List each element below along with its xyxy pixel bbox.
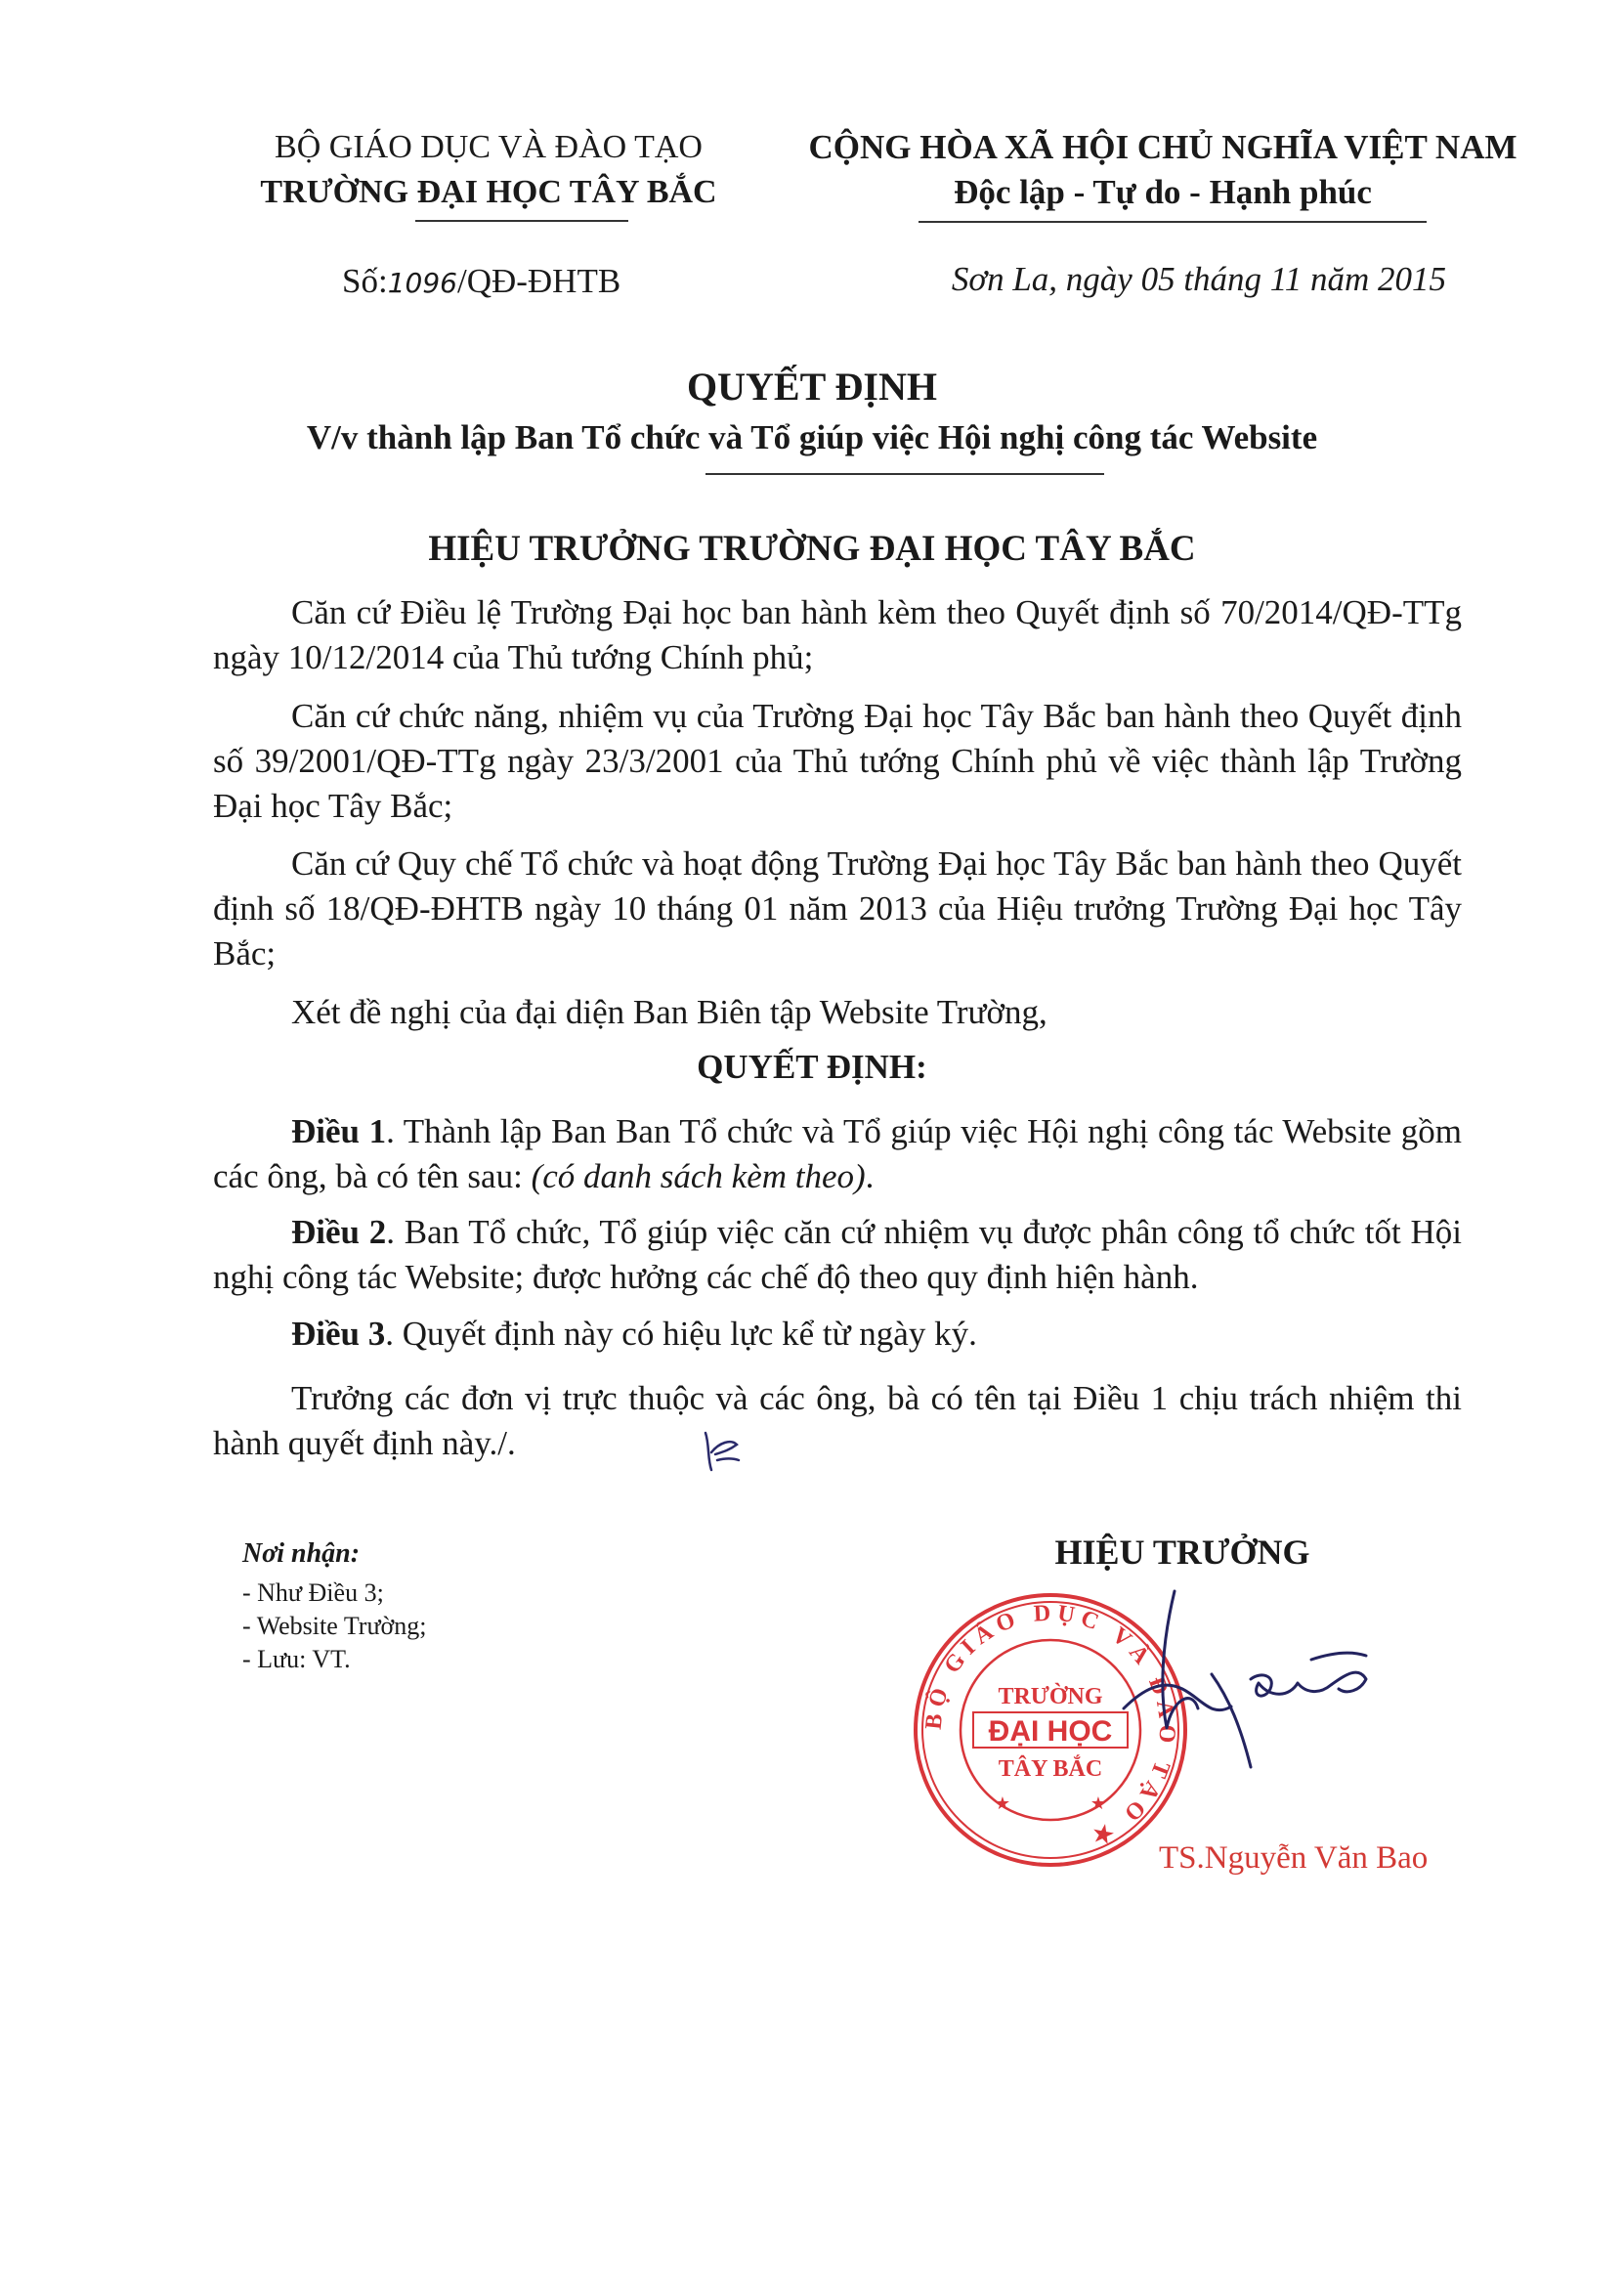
subtitle-underline xyxy=(705,473,1104,475)
document-number xyxy=(342,262,620,301)
signer-name: TS.Nguyễn Văn Bao xyxy=(1159,1840,1429,1876)
signer-title: HIỆU TRƯỞNG xyxy=(1054,1533,1310,1572)
article-text: . Thành lập Ban Ban Tổ chức và Tổ giúp việc Hội nghị công tác Website gồm các ông, bà có tên sau: xyxy=(213,1112,1463,1195)
article-label: Điều 3 xyxy=(291,1315,386,1353)
motto-underline xyxy=(919,221,1427,223)
article-end: . xyxy=(865,1157,875,1195)
place-date: Sơn La, ngày 05 tháng 11 năm 2015 xyxy=(951,260,1446,298)
article-1 xyxy=(213,1109,1462,1199)
closing-paragraph: Trưởng các đơn vị trực thuộc và các ông, bà có tên tại Điều 1 chịu trách nhiệm thi hành quyết định này./. xyxy=(213,1379,1462,1462)
svg-text:TÂY BẮC: TÂY BẮC xyxy=(998,1756,1103,1782)
svg-text:ĐẠI HỌC: ĐẠI HỌC xyxy=(988,1715,1113,1748)
national-motto: Độc lập - Tự do - Hạnh phúc xyxy=(954,173,1372,211)
issuer-underline xyxy=(415,220,628,222)
authority-heading: HIỆU TRƯỞNG TRƯỜNG ĐẠI HỌC TÂY BẮC xyxy=(428,529,1196,569)
recipient-item: - Lưu: VT. xyxy=(242,1645,351,1673)
decision-heading: QUYẾT ĐỊNH: xyxy=(697,1048,927,1086)
preamble-paragraph: Căn cứ Quy chế Tổ chức và hoạt động Trường Đại học Tây Bắc ban hành theo Quyết định số 18/QĐ-ĐHTB ngày 10 tháng 01 năm 2013 của Hiệu trưởng Trường Đại học Tây Bắc; xyxy=(213,844,1462,972)
svg-text:BỘ GIÁO DỤC VÀ ĐÀO TẠO ★: BỘ GIÁO DỤC VÀ ĐÀO TẠO ★ xyxy=(920,1600,1180,1853)
country-name: CỘNG HÒA XÃ HỘI CHỦ NGHĨA VIỆT NAM xyxy=(808,128,1517,166)
ministry-name: BỘ GIÁO DỤC VÀ ĐÀO TẠO xyxy=(275,129,703,165)
article-label: Điều 1 xyxy=(291,1112,387,1150)
svg-text:★: ★ xyxy=(1090,1793,1107,1813)
preamble-paragraph: Xét đề nghị của đại diện Ban Biên tập Website Trường, xyxy=(291,993,1047,1031)
article-label: Điều 2 xyxy=(291,1213,387,1251)
recipients-title: Nơi nhận: xyxy=(242,1538,361,1569)
document-number-suffix: /QĐ-ĐHTB xyxy=(456,262,621,300)
national-heading xyxy=(772,125,1554,215)
preamble-paragraph: Căn cứ Điều lệ Trường Đại học ban hành kèm theo Quyết định số 70/2014/QĐ-TTg ngày 10/12/2014 của Thủ tướng Chính phủ; xyxy=(213,593,1462,676)
recipient-item: - Như Điều 3; xyxy=(242,1578,384,1607)
issuer-block xyxy=(235,125,743,215)
document-subtitle: V/v thành lập Ban Tổ chức và Tổ giúp việc Hội nghị công tác Website xyxy=(306,418,1318,456)
article-text: . Ban Tổ chức, Tổ giúp việc căn cứ nhiệm vụ được phân công tổ chức tốt Hội nghị công tác Website; được hưởng các chế độ theo quy định hiện hành. xyxy=(213,1213,1463,1296)
article-text: . Quyết định này có hiệu lực kể từ ngày ký. xyxy=(385,1315,977,1353)
initial-mark-icon xyxy=(698,1425,743,1474)
document-number-prefix: Số: xyxy=(342,262,388,300)
svg-text:★: ★ xyxy=(994,1793,1011,1813)
article-3 xyxy=(213,1312,1462,1357)
document-number-handwritten: 1096 xyxy=(387,267,457,299)
document-title: QUYẾT ĐỊNH xyxy=(687,365,937,409)
preamble-paragraph: Căn cứ chức năng, nhiệm vụ của Trường Đại học Tây Bắc ban hành theo Quyết định số 39/2001/QĐ-TTg ngày 23/3/2001 của Thủ tướng Chính phủ về việc thành lập Trường Đại học Tây Bắc; xyxy=(213,697,1462,825)
university-name: TRƯỜNG ĐẠI HỌC TÂY BẮC xyxy=(260,174,717,210)
article-note: (có danh sách kèm theo) xyxy=(531,1157,866,1195)
handwritten-signature-icon xyxy=(1104,1581,1397,1787)
svg-text:TRƯỜNG: TRƯỜNG xyxy=(998,1684,1103,1709)
recipient-item: - Website Trường; xyxy=(242,1612,427,1640)
article-2 xyxy=(213,1210,1462,1300)
